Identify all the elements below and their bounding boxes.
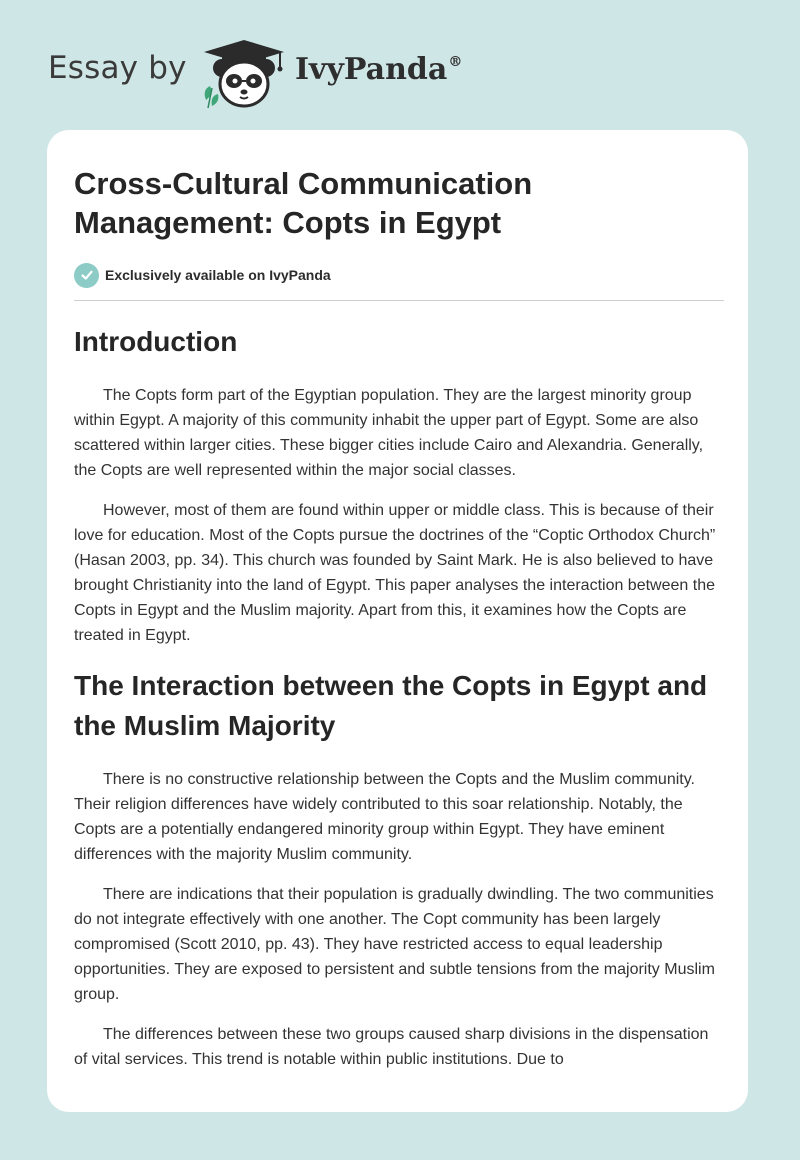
paragraph: There is no constructive relationship between the Copts and the Muslim community. Their religion differences have widely contributed to this soar relationship. Notably, the Copts are a potentially endangered minority group within Egypt. They have eminent differences with the majority Muslim community. xyxy=(74,771,695,863)
essay-card xyxy=(47,130,748,1112)
page-title: Cross-Cultural Communication Management: Copts in Egypt xyxy=(74,166,533,240)
essay-content xyxy=(74,164,724,1072)
panda-logo-svg xyxy=(200,38,288,110)
panda-graduate-icon[interactable] xyxy=(200,38,288,110)
site-header xyxy=(0,0,800,130)
title-divider xyxy=(74,300,724,301)
brand-name: IvyPanda xyxy=(295,52,448,87)
registered-mark: ® xyxy=(448,54,463,70)
paragraph: There are indications that their population is gradually dwindling. The two communities do not integrate effectively with one another. The Copt community has been largely compromised (Scott 2010, pp. 43). They have restricted access to equal leadership opportunities. They are exposed to persistent and subtle tensions from the majority Muslim group. xyxy=(74,886,715,1003)
paragraph: The Copts form part of the Egyptian population. They are the largest minority group within Egypt. A majority of this community inhabit the upper part of Egypt. Some are also scattered within larger cities. These bigger cities include Cairo and Alexandria. Generally, the Copts are well represented within the major social classes. xyxy=(74,387,704,479)
exclusive-label: Exclusively available on IvyPanda xyxy=(105,267,331,283)
essay-by-label: Essay by xyxy=(48,50,187,86)
brand-logo[interactable] xyxy=(295,52,462,87)
check-circle-icon xyxy=(74,263,99,288)
exclusive-badge xyxy=(74,262,724,288)
check-icon xyxy=(80,268,94,282)
section-heading-introduction: Introduction xyxy=(74,326,238,357)
paragraph: The differences between these two groups caused sharp divisions in the dispensation of vital services. This trend is notable within public institutions. Due to xyxy=(74,1026,709,1068)
section-heading-interaction: The Interaction between the Copts in Egypt and the Muslim Majority xyxy=(74,670,708,741)
paragraph: However, most of them are found within upper or middle class. This is because of their love for education. Most of the Copts pursue the doctrines of the “Coptic Orthodox Church” (Hasan 2003, pp. 34). This church was founded by Saint Mark. He is also believed to have brought Christianity into the land of Egypt. This paper analyses the interaction between the Copts in Egypt and the Muslim majority. Apart from this, it examines how the Copts are treated in Egypt. xyxy=(74,502,716,644)
